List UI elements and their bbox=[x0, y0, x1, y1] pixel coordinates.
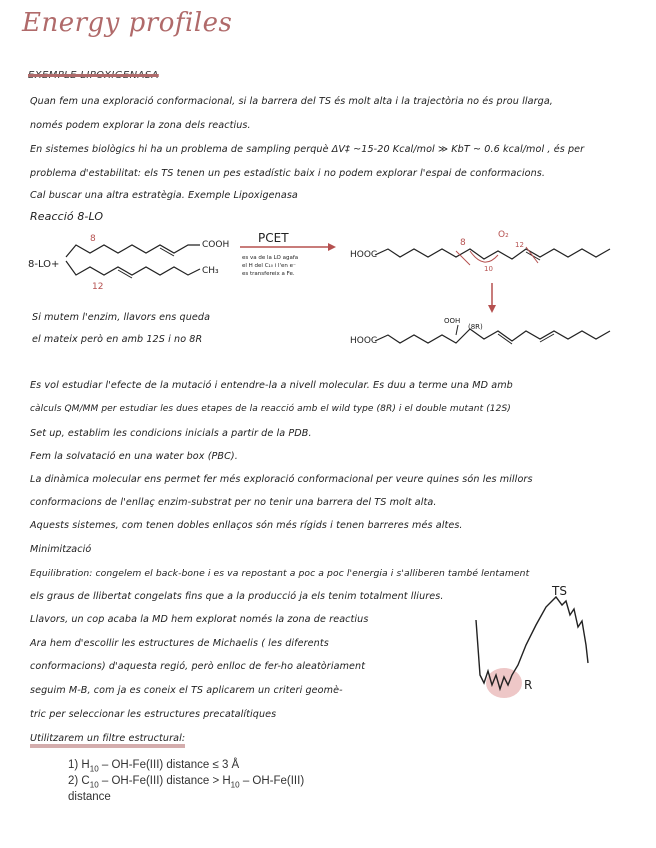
body-line-2: càlculs QM/MM per estudiar les dues etapes de la reacció amb el wild type (8R) i el double mutant (12S) bbox=[30, 404, 511, 414]
configuration-label: (8R) bbox=[468, 323, 483, 331]
structural-filter-label: Utilitzarem un filtre estructural: bbox=[30, 733, 185, 748]
reactant-label: R bbox=[524, 678, 533, 692]
energy-profile-sketch bbox=[456, 585, 626, 710]
body-line-12: Ara hem d'escollir les estructures de Michaelis ( les diferents bbox=[30, 638, 329, 649]
body-line-5: La dinàmica molecular ens permet fer més exploració conformacional per veure quines són les millors bbox=[30, 474, 533, 485]
body-line-9: Equilibration: congelem el back-bone i es va repostant a poc a poc l'energia i s'alliberen també lentament bbox=[30, 568, 530, 579]
pcet-note-2: el H del C₁₀ i l'en e⁻ bbox=[242, 263, 296, 269]
paragraph-line-3: En sistemes biològics hi ha un problema de sampling perquè ΔV‡ ~15-20 Kcal/mol ≫ KbT ~ 0.6 kcal/mol , és per bbox=[30, 144, 585, 155]
reactant-top-chain bbox=[66, 245, 200, 257]
product-chain bbox=[375, 329, 610, 343]
intermediate-carbon-12: 12 bbox=[515, 241, 524, 249]
paragraph-line-2: només podem explorar la zona dels reactius. bbox=[30, 120, 251, 131]
cooh-label: COOH bbox=[202, 240, 230, 250]
ooh-label: OOH bbox=[444, 317, 461, 325]
intermediate-chain bbox=[375, 249, 610, 259]
body-line-11: Llavors, un cop acaba la MD hem explorat només la zona de reactius bbox=[30, 614, 369, 625]
body-line-10: els graus de llibertat congelats fins que a la producció ja els tenim totalment lliures. bbox=[30, 591, 444, 602]
ts-label: TS bbox=[552, 585, 567, 598]
body-line-13: conformacions) d'aquesta regió, però enlloc de fer-ho aleatòriament bbox=[30, 661, 366, 672]
body-line-7: Aquests sistemes, com tenen dobles enllaços són més rígids i tenen barreres més altes. bbox=[30, 520, 463, 531]
reactant-bottom-chain bbox=[66, 261, 200, 275]
body-line-16 bbox=[30, 733, 185, 744]
oxygen-label: O₂ bbox=[498, 230, 509, 240]
ch3-label: CH₃ bbox=[202, 266, 219, 276]
mutation-line-1: Si mutem l'enzim, llavors ens queda bbox=[32, 312, 211, 323]
paragraph-line-4: problema d'estabilitat: els TS tenen un pes estadístic baix i no podem explorar l'espai de conformacions. bbox=[30, 168, 546, 179]
reagent-prefix: 8-LO+ bbox=[28, 259, 60, 270]
reaction-scheme bbox=[0, 225, 656, 350]
pcet-note-3: es transfereix a Fe. bbox=[242, 271, 295, 277]
body-line-6: conformacions de l'enllaç enzim-substrat per no tenir una barrera del TS molt alta. bbox=[30, 497, 437, 508]
hooc-label-2: HOOC bbox=[350, 336, 378, 346]
filter-item-2: 2) $C_{10} - OH-Fe(III)$ distance > $H_{10} - OH-Fe(III)$ bbox=[68, 775, 305, 790]
body-line-8: Minimització bbox=[30, 544, 92, 555]
body-line-4: Fem la solvatació en una water box (PBC). bbox=[30, 451, 238, 462]
paragraph-line-1: Quan fem una exploració conformacional, si la barrera del TS és molt alta i la trajectòria no és prou llarga, bbox=[30, 96, 553, 107]
filter-item-1: 1) $H_{10} - OH-Fe(III)$ distance ≤ 3 Å bbox=[68, 759, 240, 774]
filter-item-2-tail: distance bbox=[68, 791, 111, 803]
page-title: Energy profiles bbox=[22, 8, 233, 38]
section-heading: EXEMPLE LIPOXIGENASA bbox=[28, 70, 159, 81]
intermediate-carbon-10: 10 bbox=[484, 265, 493, 273]
pcet-note-1: es va de la LO agafa bbox=[242, 255, 299, 261]
reaction-label: Reacció 8-LO bbox=[30, 210, 104, 223]
carbon-8-label: 8 bbox=[90, 234, 96, 244]
paragraph-line-5: Cal buscar una altra estratègia. Exemple Lipoxigenasa bbox=[30, 190, 298, 201]
body-line-1: Es vol estudiar l'efecte de la mutació i entendre-la a nivell molecular. Es duu a terme una MD amb bbox=[30, 380, 513, 391]
body-line-3: Set up, establim les condicions inicials a partir de la PDB. bbox=[30, 428, 312, 439]
pcet-label: PCET bbox=[258, 231, 289, 245]
body-line-14: seguim M-B, com ja es coneix el TS aplicarem un criteri geomè- bbox=[30, 685, 343, 696]
hooc-label-1: HOOC bbox=[350, 250, 378, 260]
mutation-line-2: el mateix però en amb 12S i no 8R bbox=[32, 334, 203, 345]
carbon-12-label: 12 bbox=[92, 282, 104, 292]
intermediate-carbon-8: 8 bbox=[460, 238, 466, 248]
body-line-15: tric per seleccionar les estructures precatalítiques bbox=[30, 709, 277, 720]
